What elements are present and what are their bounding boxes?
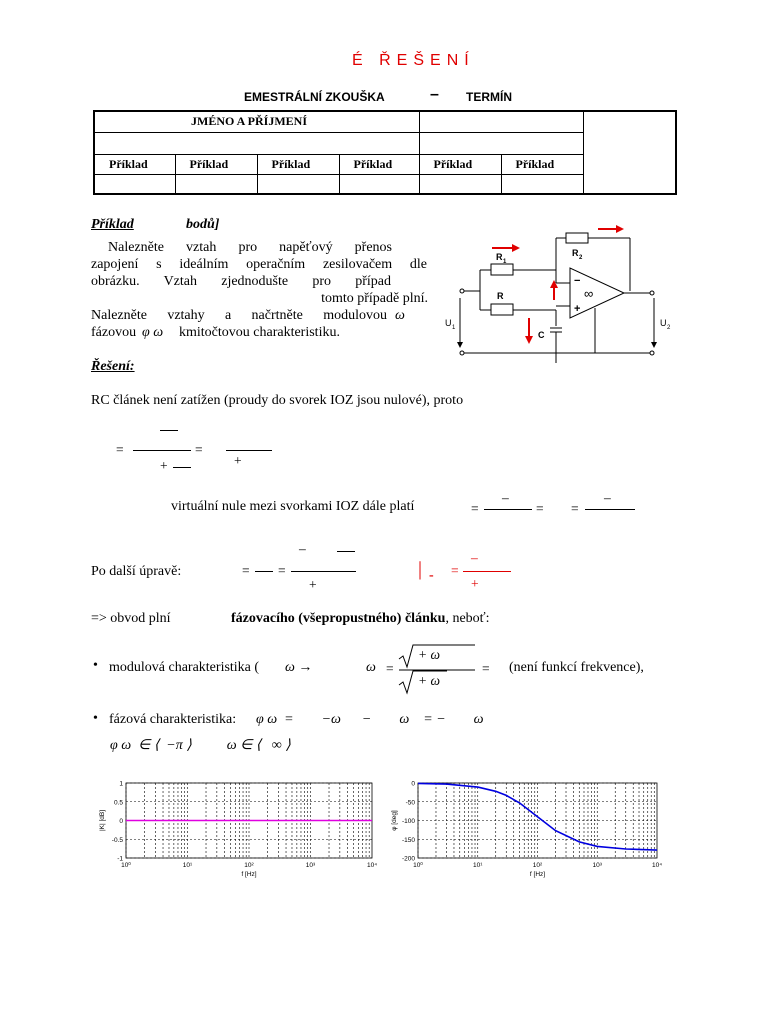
problem-omega: ω	[395, 308, 405, 323]
bullet-dot: •	[93, 658, 98, 673]
line4-pre: => obvod plní	[91, 611, 171, 626]
bullet2-expr: φ ω = −ω − ω = − ω	[256, 712, 484, 727]
col-label: Příklad	[339, 154, 419, 174]
modulus-chart	[99, 775, 380, 880]
problem-line: obrázku. Vztah zjednodušte pro případ	[91, 274, 391, 289]
x-tick-label: 10¹	[473, 862, 483, 869]
phase-chart	[390, 775, 665, 880]
bullet1-omega: ω	[366, 660, 376, 675]
x-tick-label: 10⁴	[366, 862, 378, 869]
eq3-sign: =	[278, 563, 286, 578]
eq2-sign: =	[471, 501, 479, 516]
eq1-sign: +	[234, 453, 242, 468]
col-label: Příklad	[94, 154, 175, 174]
problem-line: tomto případě plní.	[321, 291, 428, 306]
col-label: Příklad	[257, 154, 339, 174]
solution-line4	[91, 611, 171, 627]
y-tick-label: -50	[405, 799, 415, 807]
c-label: C	[538, 330, 545, 340]
score-input[interactable]	[175, 174, 257, 194]
eq3-sign: +	[309, 577, 317, 592]
bullet1-arrow: ω →	[285, 660, 313, 675]
r1-label: R	[496, 252, 503, 262]
col-label: Příklad	[175, 154, 257, 174]
name-extra-cell[interactable]	[419, 132, 583, 154]
bullet1-eq: =	[386, 661, 394, 676]
x-tick-label: 10⁴	[651, 862, 663, 869]
svg-text:2: 2	[579, 255, 583, 261]
header-dash: –	[430, 86, 439, 103]
score-input[interactable]	[501, 174, 583, 194]
svg-text:∞: ∞	[584, 286, 594, 301]
r-label: R	[497, 291, 504, 301]
eq3-sign: –	[299, 541, 306, 556]
col-label: Příklad	[501, 154, 583, 174]
eq3-red-eq: =	[451, 563, 459, 578]
y-tick-label: -1	[117, 855, 123, 863]
exam-label: EMESTRÁLNÍ ZKOUŠKA	[244, 90, 385, 104]
score-input[interactable]	[339, 174, 419, 194]
eq2-sign: =	[536, 501, 544, 516]
problem-line: Nalezněte vztah pro napěťový přenos	[108, 240, 392, 255]
solution-line3: Po další úpravě:	[91, 564, 182, 579]
x-tick-label: 10⁰	[121, 862, 131, 869]
svg-text:U: U	[660, 318, 667, 328]
line4-post: , neboť:	[445, 611, 490, 626]
problem-phi: φ ω	[142, 325, 164, 340]
bullet1-text: modulová charakteristika (	[109, 660, 260, 675]
problem-line: Nalezněte vztahy a načrtněte modulovou	[91, 308, 387, 323]
name-input-cell[interactable]	[94, 132, 419, 154]
name-label-cell: JMÉNO A PŘÍJMENÍ	[94, 111, 419, 132]
eq3-red-bar: |	[418, 558, 423, 580]
eq2-sign: –	[502, 490, 509, 505]
y-tick-label: -200	[401, 855, 415, 863]
y-axis-label: |K| [dB]	[99, 809, 106, 832]
score-input[interactable]	[419, 174, 501, 194]
y-tick-label: 0.5	[113, 799, 123, 807]
page-title: É ŘEŠENÍ	[352, 52, 475, 69]
eq3-red-plus: +	[471, 576, 479, 591]
term-label: TERMÍN	[466, 90, 512, 104]
score-input[interactable]	[257, 174, 339, 194]
score-input[interactable]	[94, 174, 175, 194]
col-label: Příklad	[419, 154, 501, 174]
line4-bold: fázovacího (všepropustného) článku	[231, 611, 446, 626]
circuit-diagram	[440, 218, 680, 368]
r2-label: R	[572, 248, 579, 258]
eq3-red-top: –	[471, 550, 478, 565]
eq3-red-minus: -	[429, 568, 434, 583]
bullet1-num: + ω	[418, 647, 441, 662]
problem-heading: Příklad	[91, 217, 134, 232]
bullet2-expr2: φ ω ∈ ⟨ −π ⟩ ω ∈ ⟨ ∞ ⟩	[110, 738, 291, 753]
eq2-sign: –	[604, 490, 611, 505]
x-tick-label: 10²	[244, 862, 254, 869]
bullet-dot: •	[93, 711, 98, 726]
eq1-sign: +	[160, 458, 168, 473]
y-tick-label: -150	[401, 836, 415, 844]
svg-text:1: 1	[503, 259, 507, 265]
y-tick-label: -100	[401, 818, 415, 825]
y-axis-label: φ [deg]	[391, 810, 398, 831]
solution-heading: Řešení:	[91, 359, 135, 374]
problem-points: bodů]	[186, 217, 220, 232]
solution-line1: RC článek není zatížen (proudy do svorek IOZ jsou nulové), proto	[91, 393, 464, 408]
x-axis-label: f [Hz]	[529, 871, 546, 878]
y-tick-label: 0	[119, 818, 123, 825]
x-axis-label: f [Hz]	[241, 871, 257, 878]
name-value-cell[interactable]	[419, 111, 583, 132]
y-tick-label: 1	[119, 780, 123, 788]
svg-text:U: U	[445, 318, 452, 328]
bullet2-text: fázová charakteristika:	[109, 712, 237, 727]
eq1-sign: =	[116, 442, 124, 457]
y-tick-label: -0.5	[111, 836, 123, 844]
svg-text:2: 2	[667, 325, 671, 331]
header-table	[93, 110, 677, 195]
eq2-sign: =	[571, 501, 579, 516]
problem-line: zapojení s ideálním operačním zesilovačem dle	[91, 257, 427, 272]
score-cell[interactable]	[583, 111, 676, 194]
bullet1-eq2: =	[482, 661, 490, 676]
x-tick-label: 10³	[592, 862, 602, 869]
solution-line4-rest	[231, 611, 490, 627]
bullet1-post: (není funkcí frekvence),	[509, 660, 644, 675]
x-tick-label: 10³	[305, 862, 316, 869]
problem-line: fázovou	[91, 325, 137, 340]
y-tick-label: 0	[411, 780, 415, 788]
solution-line2: virtuální nule mezi svorkami IOZ dále platí	[171, 499, 415, 514]
problem-line: kmitočtovou charakteristiku.	[179, 325, 340, 340]
svg-text:+: +	[574, 303, 581, 315]
eq3-sign: =	[242, 563, 250, 578]
bullet1-den: + ω	[418, 673, 441, 688]
x-tick-label: 10²	[532, 862, 543, 869]
x-tick-label: 10⁰	[413, 862, 423, 869]
svg-text:1: 1	[452, 325, 456, 331]
eq1-sign: =	[195, 442, 203, 457]
x-tick-label: 10¹	[182, 862, 193, 869]
svg-text:−: −	[574, 275, 581, 287]
